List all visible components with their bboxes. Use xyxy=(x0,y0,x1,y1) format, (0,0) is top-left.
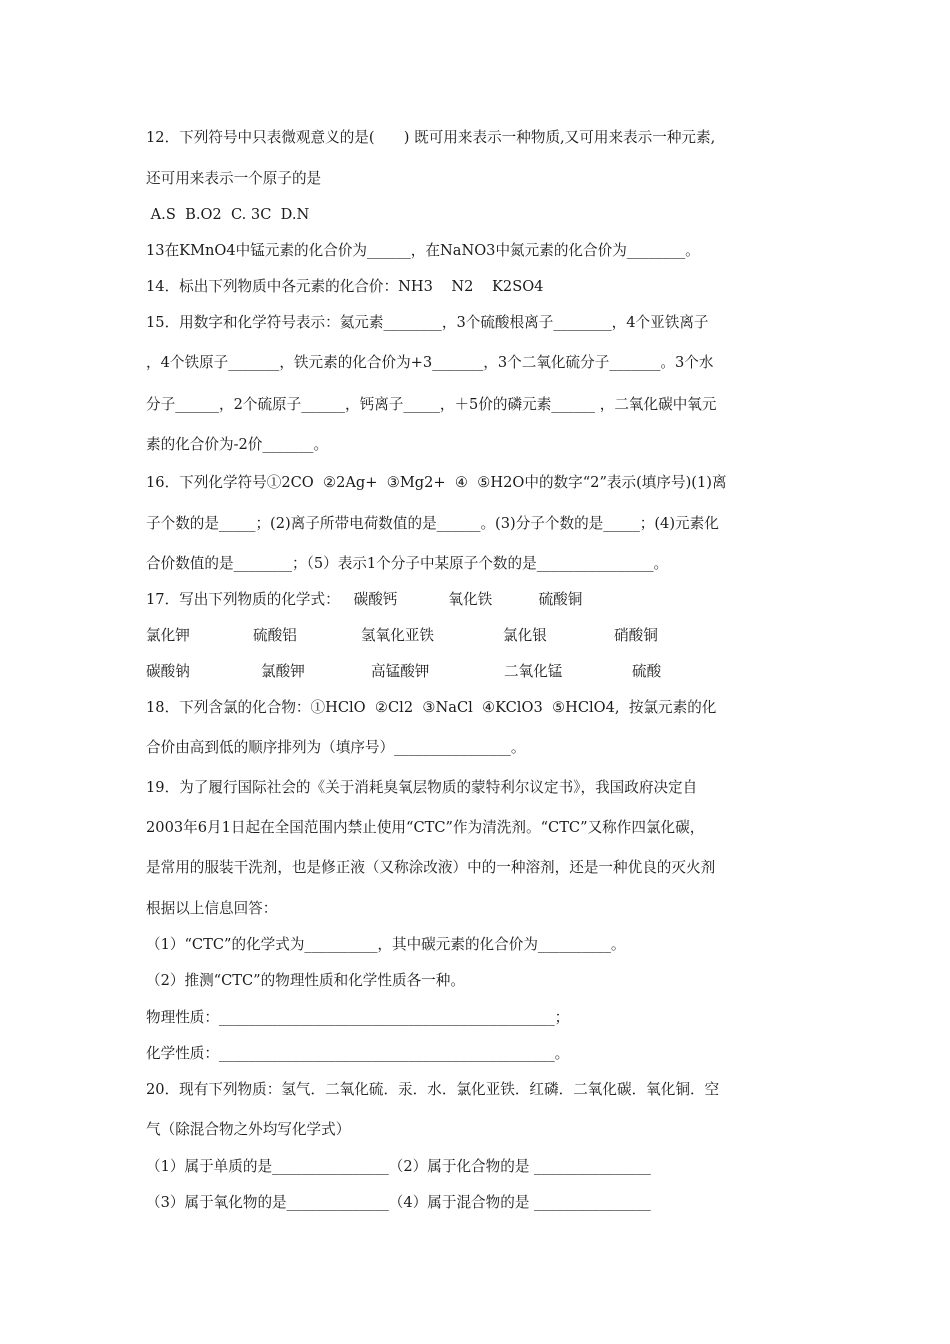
q17-line-1: 17．写出下列物质的化学式： 碳酸钙 氧化铁 硫酸铜 xyxy=(146,591,583,608)
q13-line: 13在KMnO4中锰元素的化合价为______，在NaNO3中氮元素的化合价为________。 xyxy=(146,242,700,259)
q18-line-2: 合价由高到低的顺序排列为（填序号）________________。 xyxy=(146,739,526,756)
chemical-property-line: 化学性质：______________________________________________。 xyxy=(146,1045,570,1062)
q15-line-1: 15．用数字和化学符号表示：氦元素________，3个硫酸根离子________，4个亚铁离子 xyxy=(146,314,709,331)
q20-sub-2: （3）属于氧化物的是______________（4）属于混合物的是 ________________ xyxy=(146,1194,651,1211)
q16-line-3: 合价数值的是________；（5）表示1个分子中某原子个数的是________________。 xyxy=(146,555,669,572)
compound-label: 硝酸铜 xyxy=(614,627,658,644)
q14-line: 14．标出下列物质中各元素的化合价：NH3 N2 K2SO4 xyxy=(146,278,544,295)
q20-line-1: 20．现有下列物质：氢气．二氧化硫．汞．水．氯化亚铁．红磷．二氧化碳．氧化铜．空 xyxy=(146,1081,720,1098)
q15-line-2: ，4个铁原子_______，铁元素的化合价为+3_______，3个二氧化硫分子_______。3个水 xyxy=(146,354,714,371)
q19-sub-2: （2）推测“CTC”的物理性质和化学性质各一种。 xyxy=(146,972,465,989)
q19-sub-1: （1）“CTC”的化学式为__________，其中碳元素的化合价为__________。 xyxy=(146,936,626,953)
q19-line-4: 根据以上信息回答： xyxy=(146,900,278,917)
physical-property-line: 物理性质：______________________________________________； xyxy=(146,1009,570,1026)
q16-line-1: 16．下列化学符号①2CO ②2Ag+ ③Mg2+ ④ ⑤H2O中的数字“2”表示(填序号)(1)离 xyxy=(146,474,727,491)
compound-label: 氯酸钾 xyxy=(261,663,305,680)
compound-label: 氯化银 xyxy=(503,627,547,644)
q20-sub-1: （1）属于单质的是________________（2）属于化合物的是 ________________ xyxy=(146,1158,651,1175)
q15-line-3: 分子______，2个硫原子______，钙离子_____，＋5价的磷元素______ ，二氧化碳中氧元 xyxy=(146,396,717,413)
q19-line-3: 是常用的服装干洗剂，也是修正液（又称涂改液）中的一种溶剂，还是一种优良的灭火剂 xyxy=(146,859,716,876)
q18-line-1: 18．下列含氯的化合物：①HClO ②Cl2 ③NaCl ④KClO3 ⑤HClO4, 按氯元素的化 xyxy=(146,699,717,716)
compound-label: 高锰酸钾 xyxy=(371,663,430,680)
q12-line-2: 还可用来表示一个原子的是 xyxy=(146,170,322,187)
compound-label: 硫酸 xyxy=(632,663,662,680)
q20-line-2: 气（除混合物之外均写化学式） xyxy=(146,1121,351,1138)
compound-label: 氯化钾 xyxy=(146,627,190,644)
q19-line-1: 19．为了履行国际社会的《关于消耗臭氧层物质的蒙特利尔议定书》，我国政府决定自 xyxy=(146,779,698,796)
q15-line-4: 素的化合价为-2价_______。 xyxy=(146,436,329,453)
q12-options: A.S B.O2 C. 3C D.N xyxy=(146,206,310,223)
q12-line-1: 12．下列符号中只表微观意义的是( ) 既可用来表示一种物质,又可用来表示一种元素, xyxy=(146,129,716,146)
compound-label: 硫酸铝 xyxy=(253,627,297,644)
q16-line-2: 子个数的是_____；(2)离子所带电荷数值的是______。(3)分子个数的是_____；(4)元素化 xyxy=(146,515,719,532)
q19-line-2: 2003年6月1日起在全国范围内禁止使用“CTC”作为清洗剂。“CTC”又称作四氯化碳， xyxy=(146,819,705,836)
compound-label: 二氧化锰 xyxy=(504,663,563,680)
compound-label: 氢氧化亚铁 xyxy=(361,627,434,644)
compound-label: 碳酸钠 xyxy=(146,663,190,680)
